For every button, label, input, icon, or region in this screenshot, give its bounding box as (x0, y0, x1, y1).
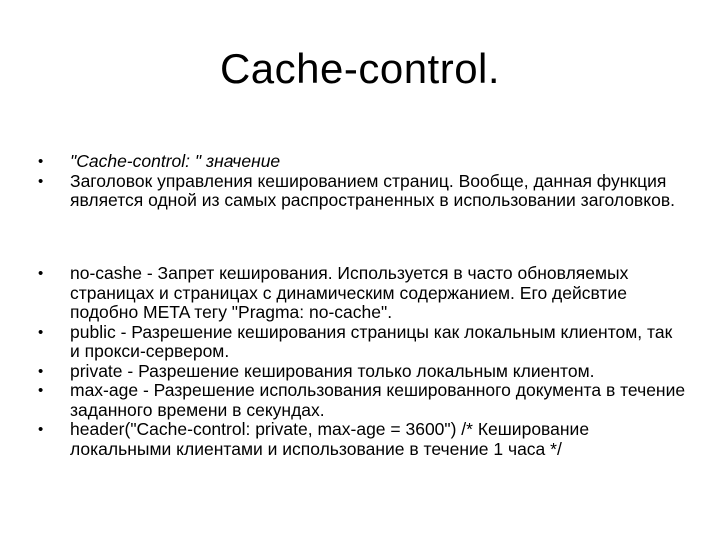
list-item (36, 381, 686, 420)
bullet-icon: • (38, 153, 44, 170)
slide-title: Cache-control. (219, 45, 501, 92)
list-item (36, 362, 686, 382)
list-item (36, 172, 686, 211)
bullet-icon: • (38, 382, 44, 399)
bullet-list-directives (36, 264, 686, 459)
bullet-list-intro (36, 152, 686, 211)
list-item (36, 264, 686, 323)
bullet-icon: • (38, 323, 44, 341)
list-item (36, 420, 686, 459)
list-item-text: "Cache-control: " значение (70, 151, 281, 171)
list-item-text: header("Cache-control: private, max-age = 3600") /* Кеширование локальными клиентами и использование в течение 1 часа */ (70, 419, 590, 459)
bullet-icon: • (38, 421, 44, 438)
list-item-text: Заголовок управления кешированием страниц. Вообще, данная функция является одной из самых распространенных в использовании заголовков. (70, 170, 675, 210)
list-item-text: private - Разрешение кеширования только локальным клиентом. (70, 360, 595, 381)
list-item-text: max-age - Разрешение использования кешированного документа в течение заданного времени в секундах. (70, 380, 686, 420)
list-item (36, 323, 686, 362)
bullet-icon: • (38, 362, 44, 380)
bullet-icon: • (38, 265, 44, 282)
list-item-text: public - Разрешение кеширования страницы как локальным клиентом, так и прокси-сервером. (70, 321, 673, 361)
list-item (36, 152, 686, 172)
bullet-icon: • (38, 172, 44, 190)
list-item-text: no-cashe - Запрет кеширования. Используется в часто обновляемых страницах и страницах с динамическим содержанием. Его дейсвтие подобно META тегу "Pragma: no-cache". (70, 263, 629, 322)
